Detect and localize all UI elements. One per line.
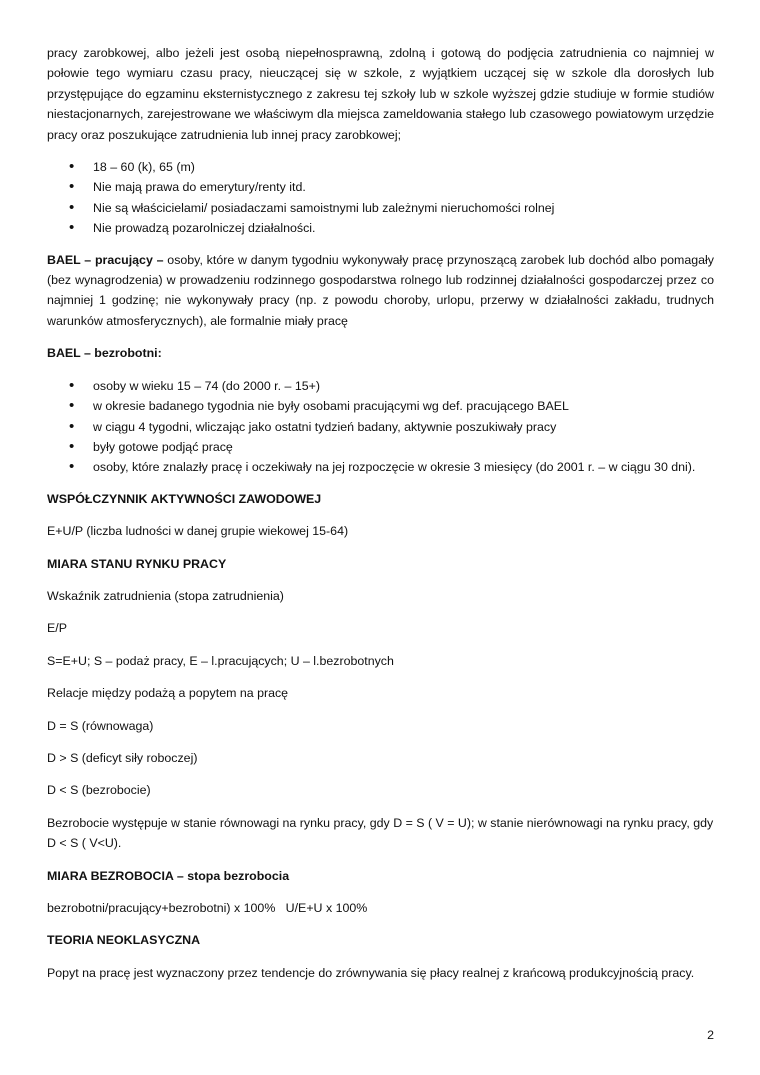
list-item: • w ciągu 4 tygodni, wliczając jako ostatni tydzień badany, aktywnie poszukiwały pracy <box>93 417 714 437</box>
activity-rate-heading: WSPÓŁCZYNNIK AKTYWNOŚCI ZAWODOWEJ <box>47 491 322 506</box>
employment-rate-formula: E/P <box>47 621 67 636</box>
page-number: 2 <box>707 1028 714 1042</box>
neoclassical-text: Popyt na pracę jest wyznaczony przez tendencje do zrównywania się płacy realnej z krańcową produkcyjnością pracy. <box>47 965 695 980</box>
list-item: • osoby, które znalazły pracę i oczekiwały na jej rozpoczęcie w okresie 3 miesięcy (do 2001 r. – w ciągu 30 dni). <box>93 457 714 477</box>
list-item: • 18 – 60 (k), 65 (m) <box>93 157 714 177</box>
supply-definition: S=E+U; S – podaż pracy, E – l.pracujących; U – l.bezrobotnych <box>47 653 394 668</box>
relations-label: Relacje między podażą a popytem na pracę <box>47 686 289 701</box>
unemployment-explanation: Bezrobocie występuje w stanie równowagi na rynku pracy, gdy D = S ( V = U); w stanie nierównowagi na rynku pracy, gdy D < S ( V<U). <box>47 815 714 851</box>
bael-employed-text: osoby, które w danym tygodniu wykonywały pracę przynoszącą zarobek lub dochód albo pomagały (bez wynagrodzenia) w prowadzeniu rodzinnego gospodarstwa rolnego lub rodzinnej działalności gospodarczej przez co najmniej 1 godzinę; nie wykonywały pracy (np. z powodu choroby, urlopu, przerwy w działalności zakładu, trudnych warunków atmosferycznych), ale formalnie miały pracę <box>47 252 714 328</box>
intro-paragraph: pracy zarobkowej, albo jeżeli jest osobą niepełnosprawną, zdolną i gotową do podjęcia zatrudnienia co najmniej w połowie tego wymiaru czasu pracy, nieuczącej się w szkole, z wyjątkiem uczącej się w szkole dla dorosłych lub przystępujące do egzaminu eksternistycznego z zakresu tej szkoły lub w szkole wyższej gdzie studiuje w formie studiów niestacjonarnych, zarejestrowane we właściwym dla miejsca zameldowania stałego lub czasowego powiatowym urzędzie pracy oraz poszukujące zatrudnienia lub innej pracy zarobkowej; <box>47 46 714 142</box>
list-item: • były gotowe podjąć pracę <box>93 437 714 457</box>
employment-rate-label: Wskaźnik zatrudnienia (stopa zatrudnienia) <box>47 588 284 603</box>
equilibrium-line: D = S (równowaga) <box>47 718 154 733</box>
bael-unemployed-heading: BAEL – bezrobotni: <box>47 346 162 361</box>
list-item: • Nie są właścicielami/ posiadaczami samoistnymi lub zależnymi nieruchomości rolnej <box>93 198 714 218</box>
unemployment-rate-heading: MIARA BEZROBOCIA – stopa bezrobocia <box>47 868 290 883</box>
bael-employed-paragraph <box>47 250 714 332</box>
unemployment-rate-formula: bezrobotni/pracujący+bezrobotni) x 100% U/E+U x 100% <box>47 901 368 915</box>
bael-employed-label: BAEL – pracujący – <box>47 252 164 267</box>
labour-market-heading: MIARA STANU RYNKU PRACY <box>47 556 227 571</box>
activity-rate-formula: E+U/P (liczba ludności w danej grupie wiekowej 15-64) <box>47 524 349 539</box>
list-item: • w okresie badanego tygodnia nie były osobami pracującymi wg def. pracującego BAEL <box>93 396 714 416</box>
unemployed-criteria-list <box>47 157 714 239</box>
bael-unemployed-list <box>47 376 714 478</box>
unemployment-line: D < S (bezrobocie) <box>47 783 151 798</box>
list-item: • osoby w wieku 15 – 74 (do 2000 r. – 15+) <box>93 376 714 396</box>
deficit-line: D > S (deficyt siły roboczej) <box>47 750 198 765</box>
list-item: • Nie mają prawa do emerytury/renty itd. <box>93 177 714 197</box>
page-content <box>47 43 714 995</box>
neoclassical-heading: TEORIA NEOKLASYCZNA <box>47 933 201 948</box>
list-item: • Nie prowadzą pozarolniczej działalności. <box>93 218 714 238</box>
